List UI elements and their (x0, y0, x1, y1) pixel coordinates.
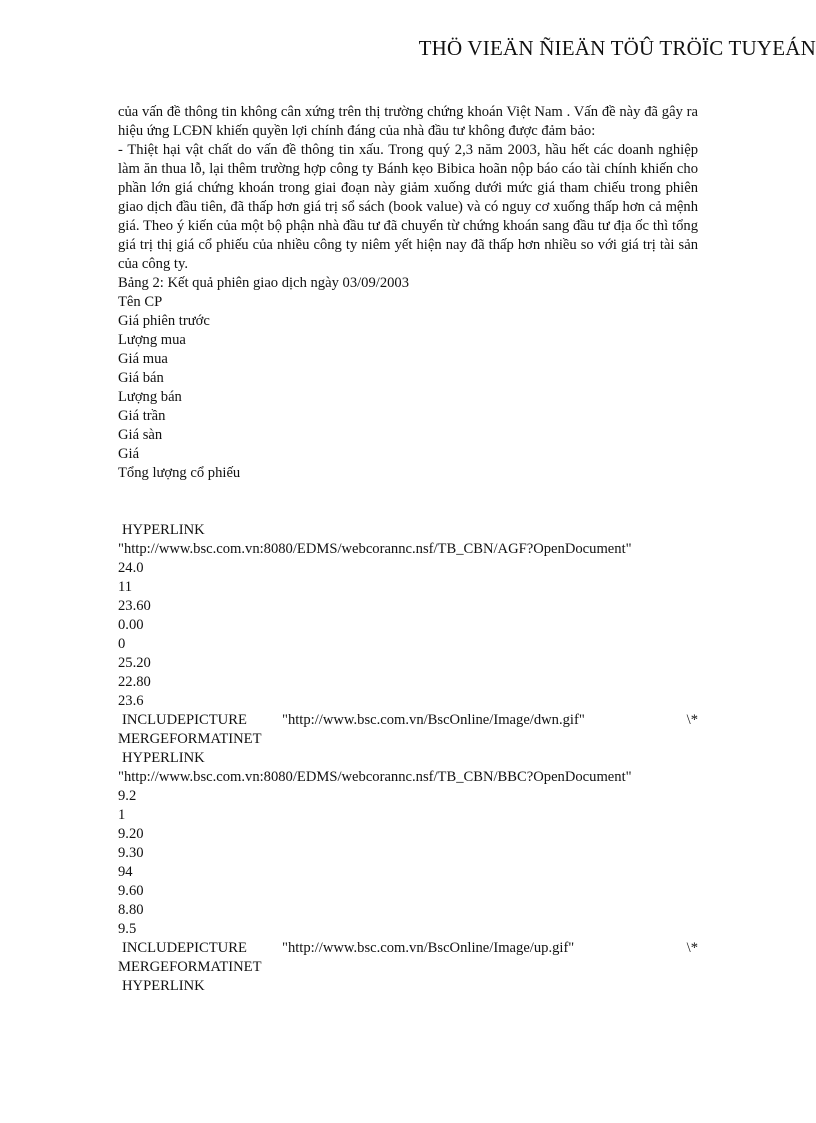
running-header: THÖ VIEÄN ÑIEÄN TÖÛ TRÖÏC TUYEÁN (418, 36, 816, 60)
cell-value: 11 (118, 579, 133, 595)
column-header: Giá trần (118, 408, 166, 424)
cell-value: 24.0 (118, 560, 144, 576)
table-row (118, 749, 698, 977)
image-url: "http://www.bsc.com.vn/BscOnline/Image/up.gif" (282, 940, 575, 956)
document-body (118, 103, 698, 996)
cell-value: 94 (118, 864, 133, 880)
hyperlink-field-code: HYPERLINK (122, 522, 205, 538)
column-header: Tên CP (118, 294, 163, 310)
column-list (118, 293, 698, 483)
cell-value: 9.60 (118, 883, 144, 899)
column-header: Giá mua (118, 351, 168, 367)
includepicture-label: INCLUDEPICTURE (122, 940, 247, 956)
cell-value: 23.6 (118, 693, 144, 709)
column-header: Giá phiên trước (118, 313, 210, 329)
includepicture-field-code (118, 939, 698, 958)
spacer (118, 483, 698, 521)
cell-value: 9.30 (118, 845, 144, 861)
image-url: "http://www.bsc.com.vn/BscOnline/Image/dwn.gif" (282, 712, 585, 728)
column-header: Tổng lượng cổ phiếu (118, 465, 241, 481)
cell-value: 1 (118, 807, 126, 823)
column-header: Lượng bán (118, 389, 182, 405)
table-row (118, 521, 698, 749)
hyperlink-url[interactable]: "http://www.bsc.com.vn:8080/EDMS/webcorannc.nsf/TB_CBN/AGF?OpenDocument" (118, 541, 632, 557)
column-header: Giá (118, 446, 140, 462)
mergeformat-switch: MERGEFORMATINET (118, 731, 262, 747)
hyperlink-field-code: HYPERLINK (122, 750, 205, 766)
intro-paragraph: của vấn đề thông tin không cân xứng trên thị trường chứng khoán Việt Nam . Vấn đề này đã gây ra hiệu ứng LCĐN khiến quyền lợi chính đáng của nhà đầu tư không được đảm bảo: (118, 104, 698, 139)
trailing-hyperlink-field-code: HYPERLINK (122, 978, 205, 994)
cell-value: 0 (118, 636, 126, 652)
column-header: Giá sàn (118, 427, 163, 443)
includepicture-field-code (118, 711, 698, 730)
cell-value: 8.80 (118, 902, 144, 918)
field-switch: \* (686, 712, 698, 728)
damage-paragraph: - Thiệt hại vật chất do vấn đề thông tin xấu. Trong quý 2,3 năm 2003, hầu hết các doanh nghiệp làm ăn thua lỗ, lại thêm trường hợp công ty Bánh kẹo Bibica hoãn nộp báo cáo tài chính khiến cho phần lớn giá chứng khoán trong giai đoạn này giảm xuống dưới mức giá tham chiếu trong phiên giao dịch đầu tiên, đã thấp hơn giá trị sổ sách (book value) và có nguy cơ xuống thấp hơn cả mệnh giá. Theo ý kiến của một bộ phận nhà đầu tư đã chuyển từ chứng khoán sang đầu tư địa ốc thì tổng giá trị thị giá cổ phiếu của nhiều công ty niêm yết hiện nay đã thấp hơn nhiều so với giá trị tài sản của công ty. (118, 142, 698, 272)
column-header: Giá bán (118, 370, 164, 386)
field-switch: \* (686, 940, 698, 956)
table-caption: Bảng 2: Kết quả phiên giao dịch ngày 03/09/2003 (118, 275, 410, 291)
cell-value: 0.00 (118, 617, 144, 633)
hyperlink-url[interactable]: "http://www.bsc.com.vn:8080/EDMS/webcorannc.nsf/TB_CBN/BBC?OpenDocument" (118, 769, 632, 785)
column-header: Lượng mua (118, 332, 186, 348)
mergeformat-switch: MERGEFORMATINET (118, 959, 262, 975)
cell-value: 9.5 (118, 921, 137, 937)
cell-value: 23.60 (118, 598, 151, 614)
cell-value: 25.20 (118, 655, 151, 671)
includepicture-label: INCLUDEPICTURE (122, 712, 247, 728)
cell-value: 22.80 (118, 674, 151, 690)
cell-value: 9.2 (118, 788, 137, 804)
cell-value: 9.20 (118, 826, 144, 842)
